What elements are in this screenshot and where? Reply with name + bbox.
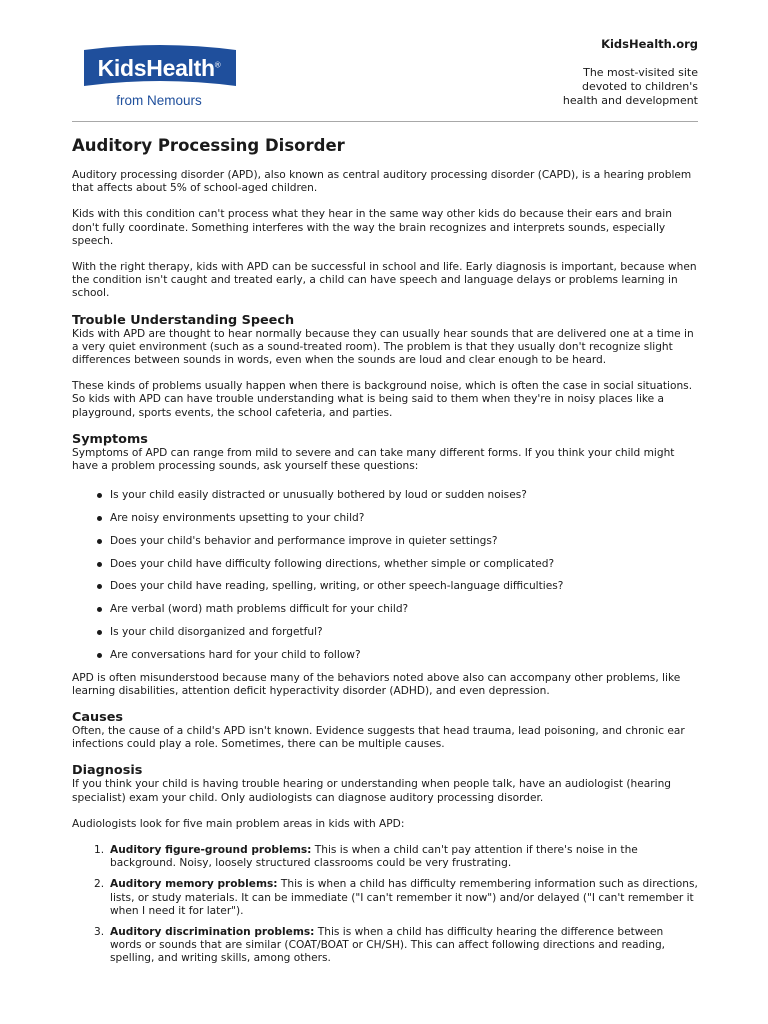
bullet-icon [97,653,102,658]
list-item: Is your child easily distracted or unusually bothered by loud or sudden noises? [72,489,698,502]
bullet-icon [97,584,102,589]
bullet-icon [97,516,102,521]
bullet-icon [97,562,102,567]
list-item: Is your child disorganized and forgetful? [72,626,698,639]
list-item: Are noisy environments upsetting to your child? [72,512,698,525]
area-description: This is when a child can't pay attention if there's noise in the background. Noisy, loosely structured classrooms could be very frustrating. [110,844,638,870]
intro-paragraph: Auditory processing disorder (APD), also known as central auditory processing disorder (CAPD), is a hearing problem that affects about 5% of school-aged children. [72,169,692,195]
bullet-icon [97,607,102,612]
area-term: Auditory memory problems: [110,878,278,891]
trouble-paragraph: These kinds of problems usually happen when there is background noise, which is often the case in social situations. So kids with APD can have trouble understanding what is being said to them when they're in noisy places like a playground, sports events, the school cafeteria, and parties. [72,380,693,419]
list-item: 1. Auditory figure-ground problems: This is when a child can't pay attention if there's noise in the background. Noisy, loosely structured classrooms could be very frustrating. [94,844,638,870]
tagline-line: devoted to children's [582,80,698,93]
problem-areas-list [72,844,698,966]
logo-registered-mark: ® [214,60,221,70]
symptoms-paragraph: APD is often misunderstood because many of the behaviors noted above also can accompany other problems, like learning disabilities, attention deficit hyperactivity disorder (ADHD), and even depression. [72,671,681,697]
area-description: This is when a child has difficulty remembering information such as directions, lists, or study materials. It can be immediate ("I can't remember it now") and/or delayed ("I can't remember it when I need it for later"). [110,878,698,917]
section-heading-causes: Causes [72,710,124,726]
list-item: Are verbal (word) math problems difficult for your child? [72,603,698,616]
bullet-icon [97,539,102,544]
page-header [72,0,698,122]
symptoms-paragraph: Symptoms of APD can range from mild to severe and can take many different forms. If you think your child might have a problem processing sounds, ask yourself these questions: [72,446,675,473]
section-heading-diagnosis: Diagnosis [72,763,143,779]
symptom-questions-list [72,489,698,662]
section-heading-symptoms: Symptoms [72,431,148,447]
area-term: Auditory discrimination problems: [110,926,315,939]
tagline-line: The most-visited site [583,66,698,79]
list-item: 2. Auditory memory problems: This is when a child has difficulty remembering information such as directions, lists, or study materials. It can be immediate ("I can't remember it now") and/or delayed ("I can't remember it when I need it for later"). [94,878,698,917]
trouble-paragraph: Kids with APD are thought to hear normally because they can usually hear sounds that are delivered one at a time in a very quiet environment (such as a sound-treated room). The problem is that they usually don't recognize slight differences between sounds in words, even when the sounds are loud and clear enough to be heard. [72,327,694,367]
list-item: Does your child have reading, spelling, writing, or other speech-language difficulties? [72,580,698,593]
list-item: Are conversations hard for your child to follow? [72,649,698,662]
diagnosis-paragraph: If you think your child is having trouble hearing or understanding when people talk, have an audiologist (hearing specialist) exam your child. Only audiologists can diagnose auditory processing disorder. [72,778,672,804]
kidshealth-logo [80,44,238,114]
list-item: Does your child's behavior and performance improve in quieter settings? [72,535,698,548]
list-item: Does your child have difficulty following directions, whether simple or complicated? [72,558,698,571]
list-item: 3. Auditory discrimination problems: This is when a child has difficulty hearing the difference between words or sounds that are similar (COAT/BOAT or CH/SH). This can affect following directions and reading, spelling, and writing skills, among others. [94,926,666,965]
tagline-line: health and development [562,94,698,107]
diagnosis-paragraph: Audiologists look for five main problem areas in kids with APD: [72,817,405,830]
logo-subtitle: from Nemours [116,93,202,108]
bullet-icon [97,493,102,498]
document-page [72,0,698,974]
site-tagline [478,66,698,108]
intro-paragraph: Kids with this condition can't process what they hear in the same way other kids do because their ears and brain don't fully coordinate. Something interferes with the way the brain recognizes and interprets sounds, especially speech. [72,208,672,247]
logo-wordmark: KidsHealth [97,55,215,81]
causes-paragraph: Often, the cause of a child's APD isn't known. Evidence suggests that head trauma, lead poisoning, and chronic ear infections could play a role. Sometimes, there can be multiple causes. [72,725,685,751]
intro-paragraph: With the right therapy, kids with APD can be successful in school and life. Early diagnosis is important, because when the condition isn't caught and treated early, a child can have speech and language delays or problems learning in school. [72,261,697,300]
site-name: KidsHealth.org [601,37,698,51]
bullet-icon [97,630,102,635]
area-term: Auditory figure-ground problems: [110,844,312,857]
article-title: Auditory Processing Disorder [72,136,345,155]
area-description: This is when a child has difficulty hearing the difference between words or sounds that are similar (COAT/BOAT or CH/SH). This can affect following directions and reading, spelling, and writing skills, among others. [110,926,666,965]
section-heading-trouble: Trouble Understanding Speech [72,312,295,328]
